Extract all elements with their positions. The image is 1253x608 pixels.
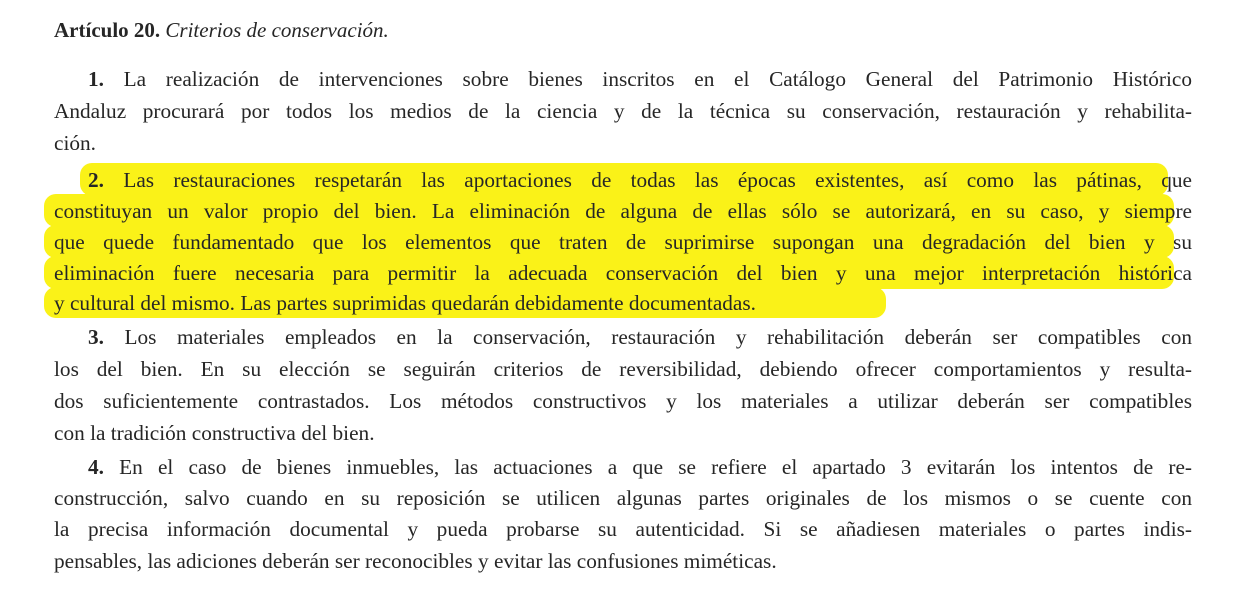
paragraph-4-line-4: pensables, las adiciones deberán ser reconocibles y evitar las confusiones miméticas. xyxy=(54,549,777,573)
paragraph-2-line-3: que quede fundamentado que los elementos que traten de suprimirse supongan una degradación del bien y su xyxy=(54,230,1192,254)
paragraph-3-line-2: los del bien. En su elección se seguirán criterios de reversibilidad, debiendo ofrecer comportamientos y resulta- xyxy=(54,357,1192,381)
paragraph-2-line-4: eliminación fuere necesaria para permitir la adecuada conservación del bien y una mejor interpretación histórica xyxy=(54,261,1192,285)
paragraph-1-text: La realización de intervenciones sobre bienes inscritos en el Catálogo General del Patrimonio Histórico xyxy=(123,67,1192,91)
paragraph-4-text: En el caso de bienes inmuebles, las actuaciones a que se refiere el apartado 3 evitarán los intentos de re- xyxy=(119,455,1192,479)
paragraph-3-line-4: con la tradición constructiva del bien. xyxy=(54,421,375,445)
paragraph-1-line-1 xyxy=(54,63,1192,95)
paragraph-4-line-3: la precisa información documental y pueda probarse su autenticidad. Si se añadiesen materiales o partes indis- xyxy=(54,517,1192,541)
paragraph-4-line-2: construcción, salvo cuando en su reposición se utilicen algunas partes originales de los mismos o se cuente con xyxy=(54,486,1192,510)
paragraph-2-line-1 xyxy=(54,164,1192,196)
article-title xyxy=(54,14,389,46)
paragraph-2-text: Las restauraciones respetarán las aportaciones de todas las épocas existentes, así como las pátinas, que xyxy=(123,168,1193,192)
article-subtitle: Criterios de conservación. xyxy=(165,18,389,42)
paragraph-2-number: 2. xyxy=(88,168,104,192)
paragraph-1-number: 1. xyxy=(88,67,104,91)
paragraph-1-line-3: ción. xyxy=(54,131,96,155)
paragraph-2-line-5: y cultural del mismo. Las partes suprimidas quedarán debidamente documentadas. xyxy=(54,291,756,315)
paragraph-1-line-2: Andaluz procurará por todos los medios de la ciencia y de la técnica su conservación, restauración y rehabilita- xyxy=(54,99,1192,123)
paragraph-4-line-1 xyxy=(54,451,1192,483)
paragraph-3-number: 3. xyxy=(88,325,104,349)
paragraph-3-line-1 xyxy=(54,321,1192,353)
paragraph-2-line-2: constituyan un valor propio del bien. La eliminación de alguna de ellas sólo se autorizará, en su caso, y siempre xyxy=(54,199,1192,223)
article-number: Artículo 20. xyxy=(54,18,161,42)
paragraph-4-number: 4. xyxy=(88,455,104,479)
paragraph-3-text: Los materiales empleados en la conservación, restauración y rehabilitación deberán ser compatibles con xyxy=(124,325,1192,349)
paragraph-3-line-3: dos suficientemente contrastados. Los métodos constructivos y los materiales a utilizar deberán ser compatibles xyxy=(54,389,1192,413)
